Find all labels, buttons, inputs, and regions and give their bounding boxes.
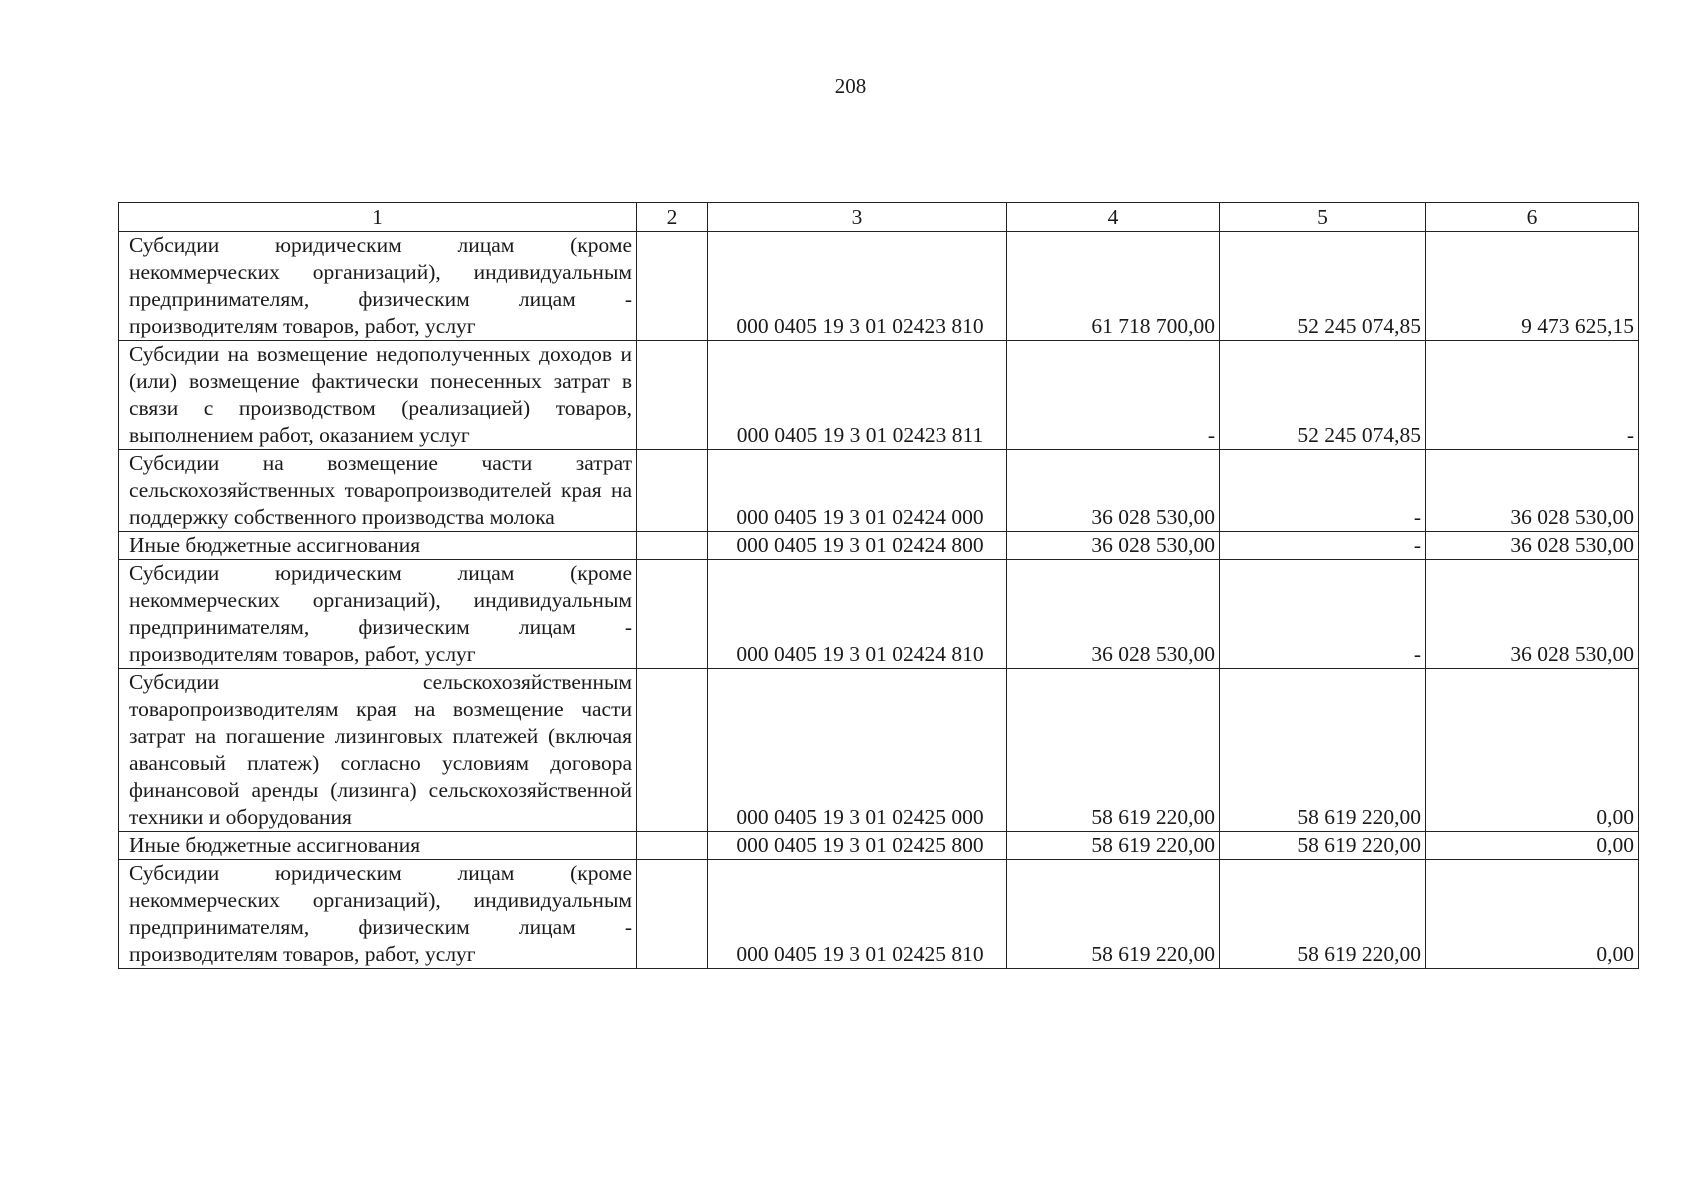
row-code: 000 0405 19 3 01 02423 810 (708, 232, 1007, 341)
row-code: 000 0405 19 3 01 02423 811 (708, 341, 1007, 450)
row-col4: 58 619 220,00 (1007, 860, 1220, 969)
row-col6: 9 473 625,15 (1426, 232, 1639, 341)
row-name: Субсидии юридическим лицам (кроме некоммерческих организаций), индивидуальным предпринимателям, физическим лицам - производителям товаров, работ, услуг (119, 560, 637, 669)
row-code: 000 0405 19 3 01 02425 000 (708, 669, 1007, 832)
row-col4: 61 718 700,00 (1007, 232, 1220, 341)
column-header-5: 5 (1220, 203, 1426, 232)
column-header-6: 6 (1426, 203, 1639, 232)
column-header-4: 4 (1007, 203, 1220, 232)
row-col2 (637, 341, 708, 450)
row-col5: - (1220, 450, 1426, 532)
row-col2 (637, 669, 708, 832)
row-name: Субсидии на возмещение недополученных доходов и (или) возмещение фактически понесенных затрат в связи с производством (реализацией) товаров, выполнением работ, оказанием услуг (119, 341, 637, 450)
column-header-1: 1 (119, 203, 637, 232)
table-row (119, 532, 1639, 560)
budget-table (118, 202, 1639, 969)
row-col4: - (1007, 341, 1220, 450)
row-col5: - (1220, 560, 1426, 669)
row-col5: - (1220, 532, 1426, 560)
row-col6: 36 028 530,00 (1426, 450, 1639, 532)
row-code: 000 0405 19 3 01 02424 810 (708, 560, 1007, 669)
row-col5: 58 619 220,00 (1220, 832, 1426, 860)
row-col2 (637, 832, 708, 860)
row-name: Субсидии на возмещение части затрат сельскохозяйственных товаропроизводителей края на поддержку собственного производства молока (119, 450, 637, 532)
table-row (119, 669, 1639, 832)
table-row (119, 860, 1639, 969)
row-code: 000 0405 19 3 01 02425 800 (708, 832, 1007, 860)
row-col5: 58 619 220,00 (1220, 860, 1426, 969)
row-code: 000 0405 19 3 01 02424 000 (708, 450, 1007, 532)
header-row (119, 203, 1639, 232)
row-name: Субсидии юридическим лицам (кроме некоммерческих организаций), индивидуальным предпринимателям, физическим лицам - производителям товаров, работ, услуг (119, 860, 637, 969)
row-name: Субсидии юридическим лицам (кроме некоммерческих организаций), индивидуальным предпринимателям, физическим лицам - производителям товаров, работ, услуг (119, 232, 637, 341)
table-row (119, 450, 1639, 532)
row-col6: 36 028 530,00 (1426, 532, 1639, 560)
row-name: Иные бюджетные ассигнования (119, 532, 637, 560)
row-col2 (637, 232, 708, 341)
row-col2 (637, 860, 708, 969)
table-row (119, 832, 1639, 860)
row-name: Субсидии сельскохозяйственным товаропроизводителям края на возмещение части затрат на погашение лизинговых платежей (включая авансовый платеж) согласно условиям договора финансовой аренды (лизинга) сельскохозяйственной техники и оборудования (119, 669, 637, 832)
row-name: Иные бюджетные ассигнования (119, 832, 637, 860)
row-code: 000 0405 19 3 01 02425 810 (708, 860, 1007, 969)
row-col4: 36 028 530,00 (1007, 560, 1220, 669)
column-header-3: 3 (708, 203, 1007, 232)
row-col6: 0,00 (1426, 832, 1639, 860)
row-col6: 0,00 (1426, 860, 1639, 969)
table-row (119, 560, 1639, 669)
row-col2 (637, 450, 708, 532)
row-col4: 58 619 220,00 (1007, 832, 1220, 860)
row-col6: 36 028 530,00 (1426, 560, 1639, 669)
row-col2 (637, 560, 708, 669)
row-col6: - (1426, 341, 1639, 450)
row-col4: 36 028 530,00 (1007, 450, 1220, 532)
row-col6: 0,00 (1426, 669, 1639, 832)
row-col4: 58 619 220,00 (1007, 669, 1220, 832)
row-col5: 52 245 074,85 (1220, 232, 1426, 341)
row-col5: 58 619 220,00 (1220, 669, 1426, 832)
row-col2 (637, 532, 708, 560)
row-col4: 36 028 530,00 (1007, 532, 1220, 560)
table-row (119, 341, 1639, 450)
table-row (119, 232, 1639, 341)
row-col5: 52 245 074,85 (1220, 341, 1426, 450)
page-number: 208 (834, 74, 867, 98)
row-code: 000 0405 19 3 01 02424 800 (708, 532, 1007, 560)
column-header-2: 2 (637, 203, 708, 232)
